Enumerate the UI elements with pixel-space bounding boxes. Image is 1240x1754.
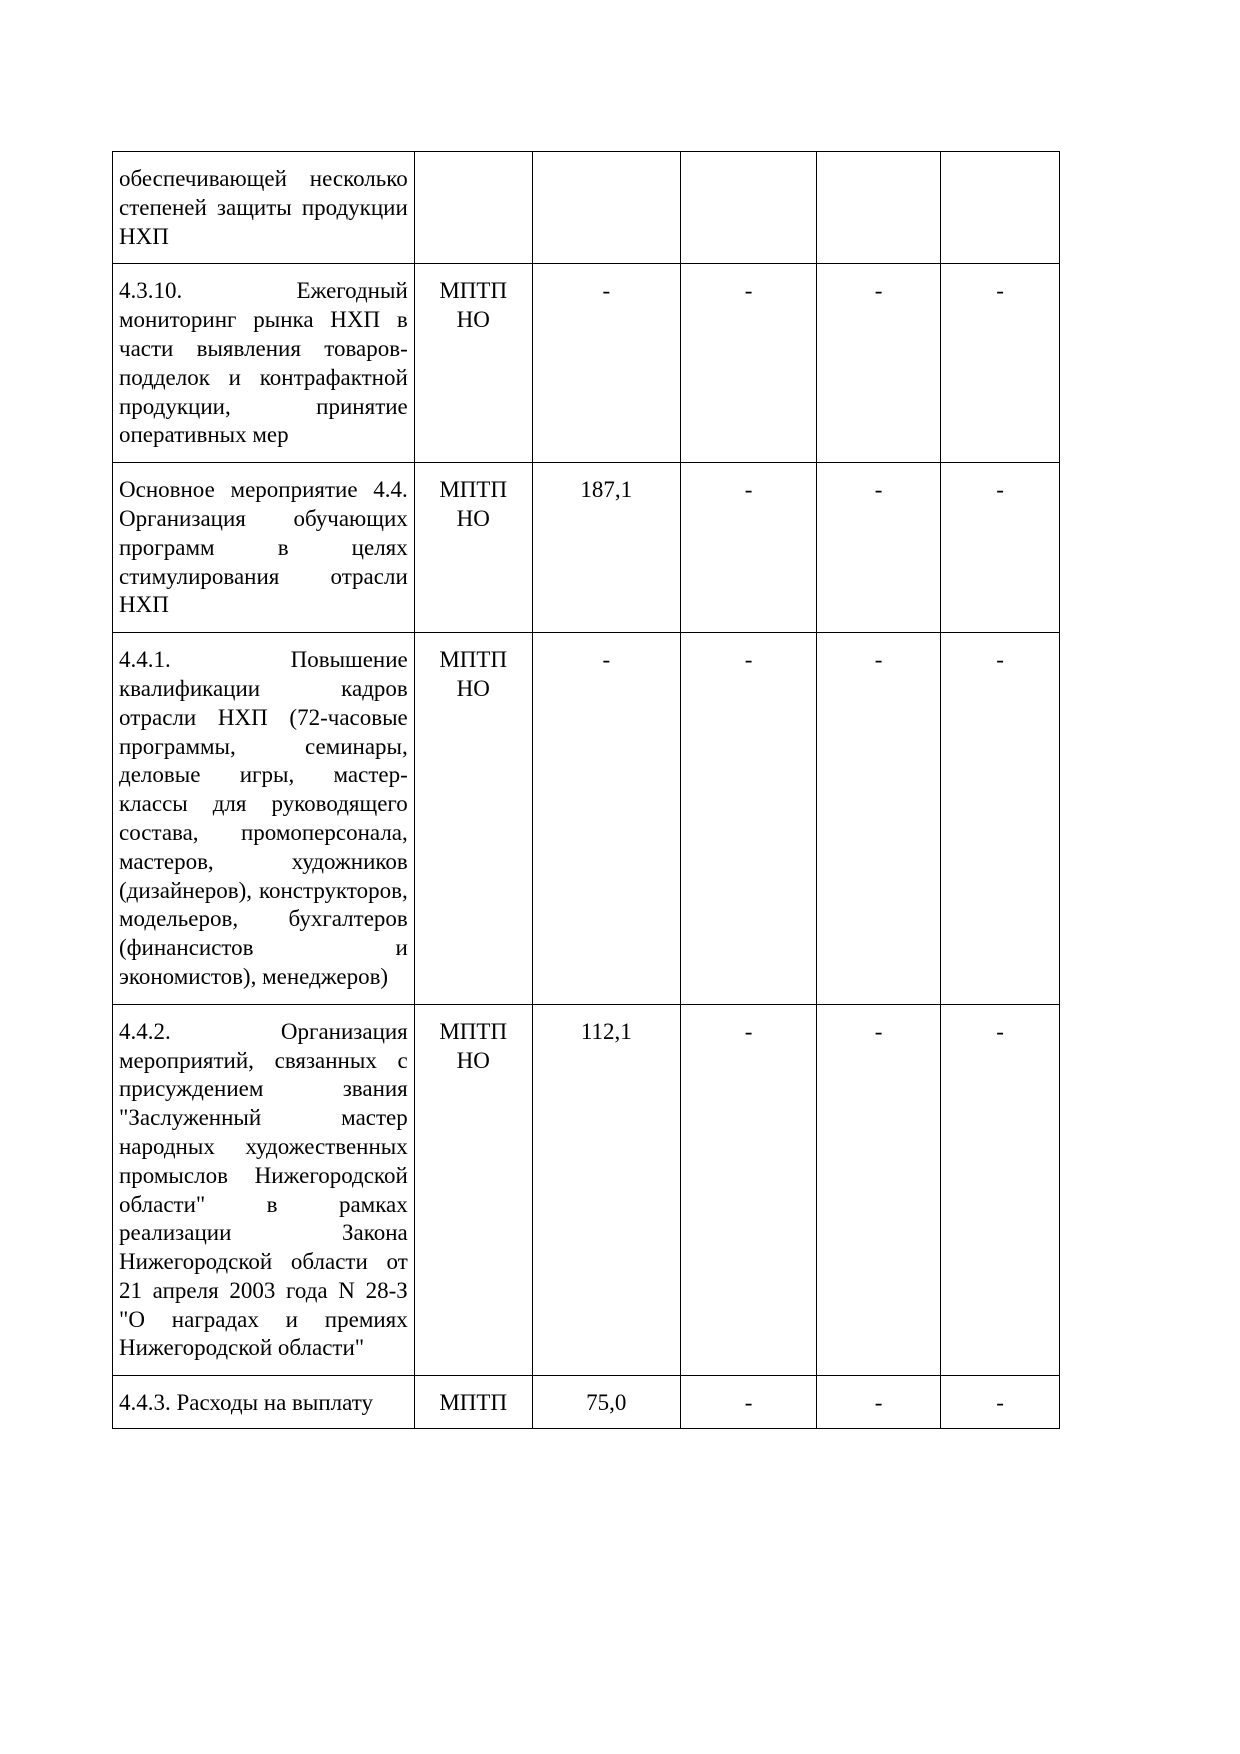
value-cell-2: - xyxy=(680,1376,816,1429)
value-cell-4: - xyxy=(941,264,1060,463)
value-cell-2 xyxy=(680,152,816,264)
executor-cell: МПТП НО xyxy=(414,264,532,463)
table-row xyxy=(113,152,1060,264)
value-cell-3: - xyxy=(817,463,941,633)
value-cell-1 xyxy=(532,152,680,264)
activity-name-cell: Основное мероприятие 4.4. Организация обучающих программ в целях стимулирования отрасли НХП xyxy=(113,463,415,633)
value-cell-4: - xyxy=(941,463,1060,633)
activity-name-cell: 4.3.10. Ежегодный мониторинг рынка НХП в части выявления товаров-подделок и контрафактной продукции, принятие оперативных мер xyxy=(113,264,415,463)
table-row xyxy=(113,1376,1060,1429)
value-cell-1: 187,1 xyxy=(532,463,680,633)
executor-cell: МПТП НО xyxy=(414,1004,532,1376)
value-cell-3: - xyxy=(817,633,941,1005)
table-row xyxy=(113,1004,1060,1376)
executor-cell: МПТП НО xyxy=(414,463,532,633)
value-cell-1: 75,0 xyxy=(532,1376,680,1429)
value-cell-2: - xyxy=(680,463,816,633)
executor-cell xyxy=(414,152,532,264)
table-row xyxy=(113,463,1060,633)
executor-cell: МПТП НО xyxy=(414,633,532,1005)
value-cell-1: - xyxy=(532,264,680,463)
value-cell-3: - xyxy=(817,1376,941,1429)
activity-name-cell: 4.4.2. Организация мероприятий, связанных с присуждением звания "Заслуженный мастер народных художественных промыслов Нижегородской области" в рамках реализации Закона Нижегородской области от 21 апреля 2003 года N 28-З "О наградах и премиях Нижегородской области" xyxy=(113,1004,415,1376)
value-cell-2: - xyxy=(680,633,816,1005)
activity-name-cell: обеспечивающей несколько степеней защиты продукции НХП xyxy=(113,152,415,264)
executor-cell: МПТП xyxy=(414,1376,532,1429)
value-cell-4: - xyxy=(941,1004,1060,1376)
value-cell-4: - xyxy=(941,633,1060,1005)
value-cell-4 xyxy=(941,152,1060,264)
value-cell-1: 112,1 xyxy=(532,1004,680,1376)
activity-name-cell: 4.4.3. Расходы на выплату xyxy=(113,1376,415,1429)
value-cell-3: - xyxy=(817,264,941,463)
activity-name-cell: 4.4.1. Повышение квалификации кадров отрасли НХП (72-часовые программы, семинары, деловые игры, мастер-классы для руководящего состава, промоперсонала, мастеров, художников (дизайнеров), конструкторов, модельеров, бухгалтеров (финансистов и экономистов), менеджеров) xyxy=(113,633,415,1005)
value-cell-2: - xyxy=(680,264,816,463)
value-cell-4: - xyxy=(941,1376,1060,1429)
value-cell-3: - xyxy=(817,1004,941,1376)
value-cell-2: - xyxy=(680,1004,816,1376)
value-cell-1: - xyxy=(532,633,680,1005)
program-activities-table xyxy=(112,151,1060,1429)
table-row xyxy=(113,633,1060,1005)
value-cell-3 xyxy=(817,152,941,264)
table-row xyxy=(113,264,1060,463)
